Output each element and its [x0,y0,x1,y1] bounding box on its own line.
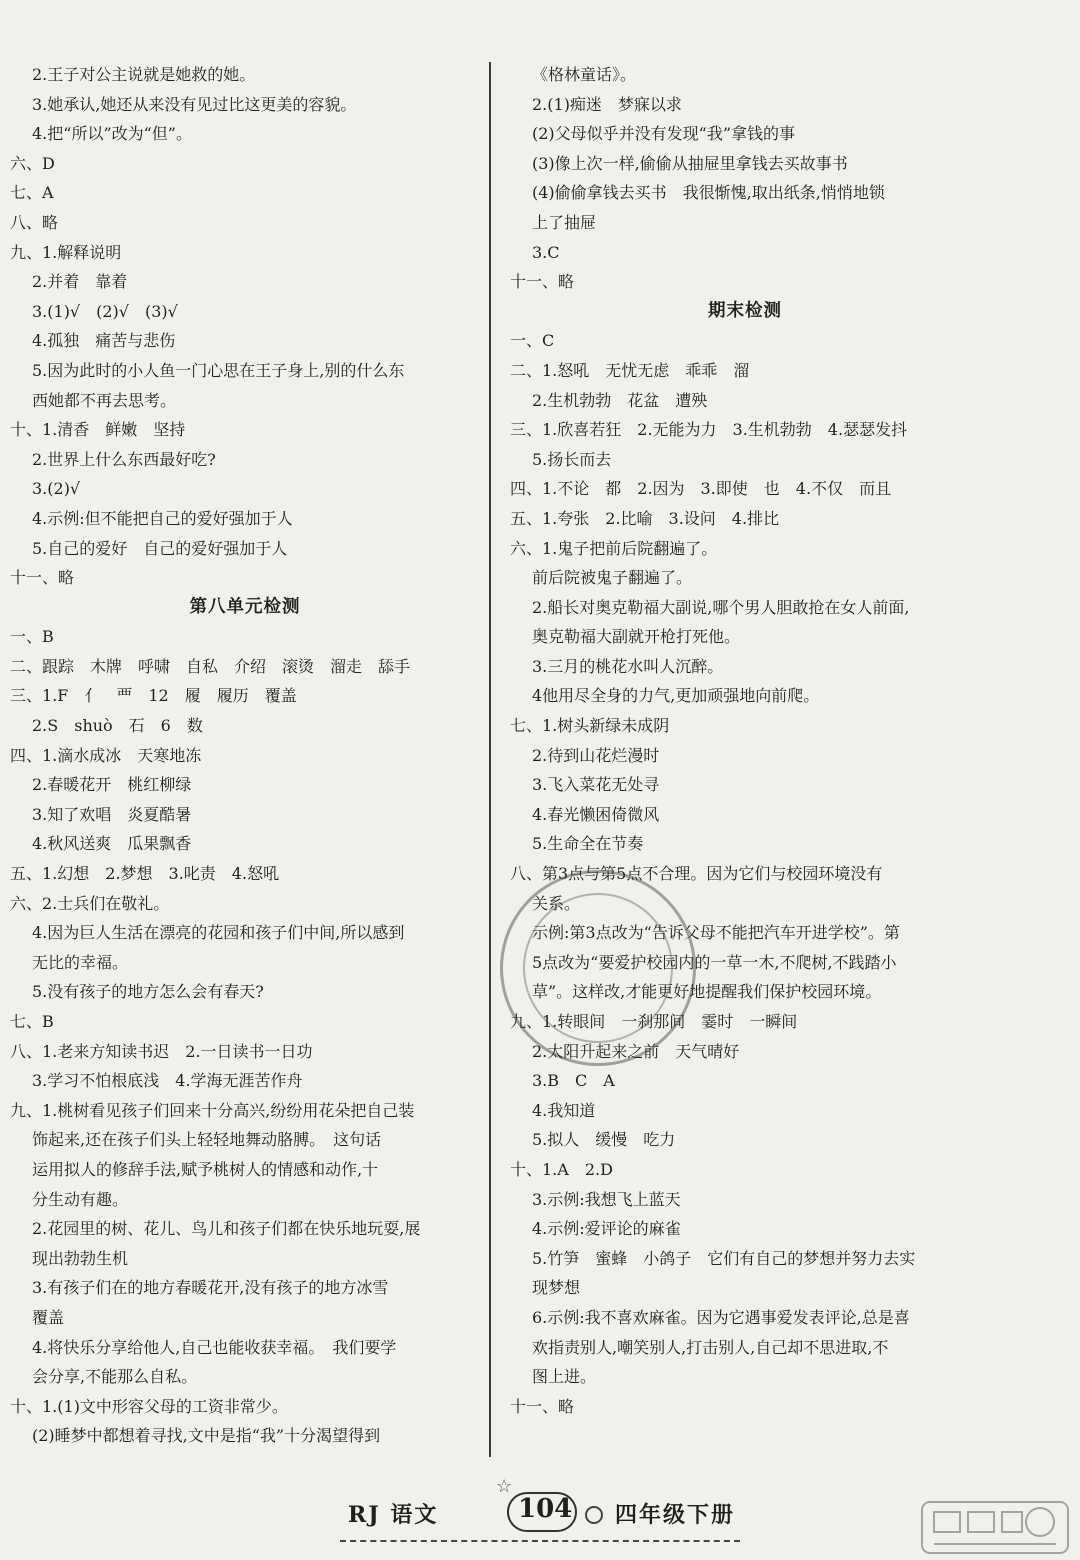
answer-line: 十一、略 [10,568,75,588]
answer-line: (3)像上次一样,偷偷从抽屉里拿钱去买故事书 [532,153,848,173]
answer-line: 九、1.转眼间 一刹那间 霎时 一瞬间 [510,1012,798,1031]
answer-line: 四、1.不论 都 2.因为 3.即使 也 4.不仅 而且 [510,479,892,499]
answer-line: 5.拟人 缓慢 吃力 [532,1130,676,1150]
answer-line: (2)睡梦中都想着寻找,文中是指“我”十分渴望得到 [32,1426,381,1446]
right-column [510,60,980,1421]
answer-line: 4.孤独 痛苦与悲伤 [32,331,176,351]
answer-line: 覆盖 [32,1307,65,1327]
answer-line: 十一、略 [510,272,575,292]
page-footer [300,1476,780,1550]
answer-line: 五、1.幻想 2.梦想 3.叱责 4.怒吼 [10,864,280,884]
answer-line: 4.将快乐分享给他人,自己也能收获幸福。 我们要学 [32,1337,397,1357]
magnifier-decoration-icon [585,1506,603,1524]
answer-line: 3.她承认,她还从来没有见过比这更美的容貌。 [32,94,357,114]
answer-line: 3.示例:我想飞上蓝天 [532,1189,681,1209]
answer-line: 八、1.老来方知读书迟 2.一日读书一日功 [10,1041,313,1061]
answer-line: 4.示例:爱评论的麻雀 [532,1219,681,1239]
answer-line: 草”。这样改,才能更好地提醒我们保护校园环境。 [532,982,882,1002]
footer-dashed-line [340,1540,740,1542]
section-heading: 第八单元检测 [189,596,301,617]
column-divider [489,62,491,1457]
answer-line: 九、1.解释说明 [10,242,122,262]
answer-line: 无比的幸福。 [32,952,129,972]
grade-label: 四年级下册 [615,1502,736,1528]
answer-line: 3.(2)√ [32,479,81,499]
answer-line: 现梦想 [532,1278,581,1298]
site-logo-icon [920,1500,1070,1555]
answer-line: 饰起来,还在孩子们头上轻轻地舞动胳膊。 这句话 [32,1130,382,1150]
answer-line: 3.三月的桃花水叫人沉醉。 [532,656,724,676]
answer-line: 3.(1)√ (2)√ (3)√ [32,301,178,321]
answer-line: 六、1.鬼子把前后院翻遍了。 [510,538,718,558]
answer-line: 4.秋风送爽 瓜果飘香 [32,834,192,854]
answer-line: 西她都不再去思考。 [32,390,177,410]
answer-line: 十、1.(1)文中形容父母的工资非常少。 [10,1396,288,1416]
answer-line: 十一、略 [510,1396,575,1416]
answer-line: 5.竹笋 蜜蜂 小鸽子 它们有自己的梦想并努力去实 [532,1248,916,1268]
answer-line: 五、1.夸张 2.比喻 3.设问 4.排比 [510,508,780,528]
answer-line: 三、1.F ⺅ 覀 12 履 履历 覆盖 [10,686,297,706]
answer-line: 会分享,不能那么自私。 [32,1367,198,1387]
star-decoration-icon: ☆ [496,1476,513,1497]
answer-line: 5.没有孩子的地方怎么会有春天? [32,982,264,1002]
answer-line: 2.太阳升起来之前 天气晴好 [532,1041,740,1061]
answer-line: 5.自己的爱好 自己的爱好强加于人 [32,538,288,558]
answer-line: (2)父母似乎并没有发现“我”拿钱的事 [532,124,796,144]
subject-label: RJ 语文 [348,1502,439,1528]
answer-line: 二、1.怒吼 无忧无虑 乖乖 溜 [510,360,750,380]
answer-line: 分生动有趣。 [32,1189,129,1209]
answer-line: 六、2.士兵们在敬礼。 [10,893,170,913]
answer-line: 奥克勒福大副就开枪打死他。 [532,627,741,647]
answer-line: 4他用尽全身的力气,更加顽强地向前爬。 [532,686,820,706]
page-number: 104 [518,1494,573,1524]
answer-line: 一、C [510,331,555,351]
answer-line: (4)偷偷拿钱去买书 我很惭愧,取出纸条,悄悄地锁 [532,183,885,203]
answer-line: 3.知了欢唱 炎夏酷暑 [32,804,192,824]
answer-line: 4.示例:但不能把自己的爱好强加于人 [32,508,293,528]
answer-line: 2.并着 靠着 [32,272,128,292]
answer-line: 关系。 [532,893,581,913]
answer-line: 六、D [10,153,55,173]
answer-line: 5.生命全在节奏 [532,834,644,854]
answer-line: 5.扬长而去 [532,449,612,469]
answer-line: 示例:第3点改为“告诉父母不能把汽车开进学校”。第 [532,923,900,943]
answer-line: 2.(1)痴迷 梦寐以求 [532,94,682,114]
answer-line: 八、第3点与第5点不合理。因为它们与校园环境没有 [510,864,883,884]
answer-line: 二、跟踪 木牌 呼啸 自私 介绍 滚烫 溜走 舔手 [10,656,411,676]
answer-line: 三、1.欣喜若狂 2.无能为力 3.生机勃勃 4.瑟瑟发抖 [510,420,908,440]
answer-line: 4.我知道 [532,1100,596,1120]
answer-line: 七、B [10,1012,54,1031]
answer-line: 前后院被鬼子翻遍了。 [532,568,693,588]
answer-line: 四、1.滴水成冰 天寒地冻 [10,745,202,765]
answer-line: 八、略 [10,212,59,232]
answer-line: 运用拟人的修辞手法,赋予桃树人的情感和动作,十 [32,1159,379,1179]
answer-line: 2.船长对奥克勒福大副说,哪个男人胆敢抢在女人前面, [532,597,910,617]
answer-line: 九、1.桃树看见孩子们回来十分高兴,纷纷用花朵把自己装 [10,1100,415,1120]
answer-line: 欢指责别人,嘲笑别人,打击别人,自己却不思进取,不 [532,1337,889,1357]
answer-line: 5.因为此时的小人鱼一门心思在王子身上,别的什么东 [32,360,405,380]
answer-line: 十、1.清香 鲜嫩 坚持 [10,420,186,440]
answer-line: 2.待到山花烂漫时 [532,745,660,765]
answer-line: 七、A [10,183,54,203]
answer-line: 3.飞入菜花无处寻 [532,775,660,795]
left-column [10,60,480,1451]
answer-line: 4.因为巨人生活在漂亮的花园和孩子们中间,所以感到 [32,923,405,943]
answer-line: 上了抽屉 [532,212,597,232]
answer-line: 4.春光懒困倚微风 [532,804,660,824]
answer-line: 3.C [532,242,560,262]
answer-line: 2.生机勃勃 花盆 遭殃 [532,390,708,410]
answer-line: 《格林童话》。 [532,65,637,84]
answer-line: 一、B [10,627,54,647]
answer-line: 3.学习不怕根底浅 4.学海无涯苦作舟 [32,1071,303,1091]
answer-line: 现出勃勃生机 [32,1248,129,1268]
answer-line: 2.S shuò 石 6 数 [32,716,203,736]
answer-line: 6.示例:我不喜欢麻雀。因为它遇事爱发表评论,总是喜 [532,1307,910,1327]
answer-line: 2.世界上什么东西最好吃? [32,449,216,469]
answer-line: 5点改为“要爱护校园内的一草一木,不爬树,不践踏小 [532,952,897,972]
answer-line: 2.王子对公主说就是她救的她。 [32,65,256,84]
answer-line: 图上进。 [532,1367,597,1387]
answer-line: 4.把“所以”改为“但”。 [32,124,192,144]
answer-line: 七、1.树头新绿未成阴 [510,716,670,736]
answer-line: 3.B C A [532,1071,615,1091]
answer-line: 十、1.A 2.D [510,1159,613,1179]
answer-line: 3.有孩子们在的地方春暖花开,没有孩子的地方冰雪 [32,1278,389,1298]
answer-line: 2.春暖花开 桃红柳绿 [32,775,192,795]
answer-line: 2.花园里的树、花儿、鸟儿和孩子们都在快乐地玩耍,展 [32,1219,421,1239]
section-heading: 期末检测 [708,300,782,321]
